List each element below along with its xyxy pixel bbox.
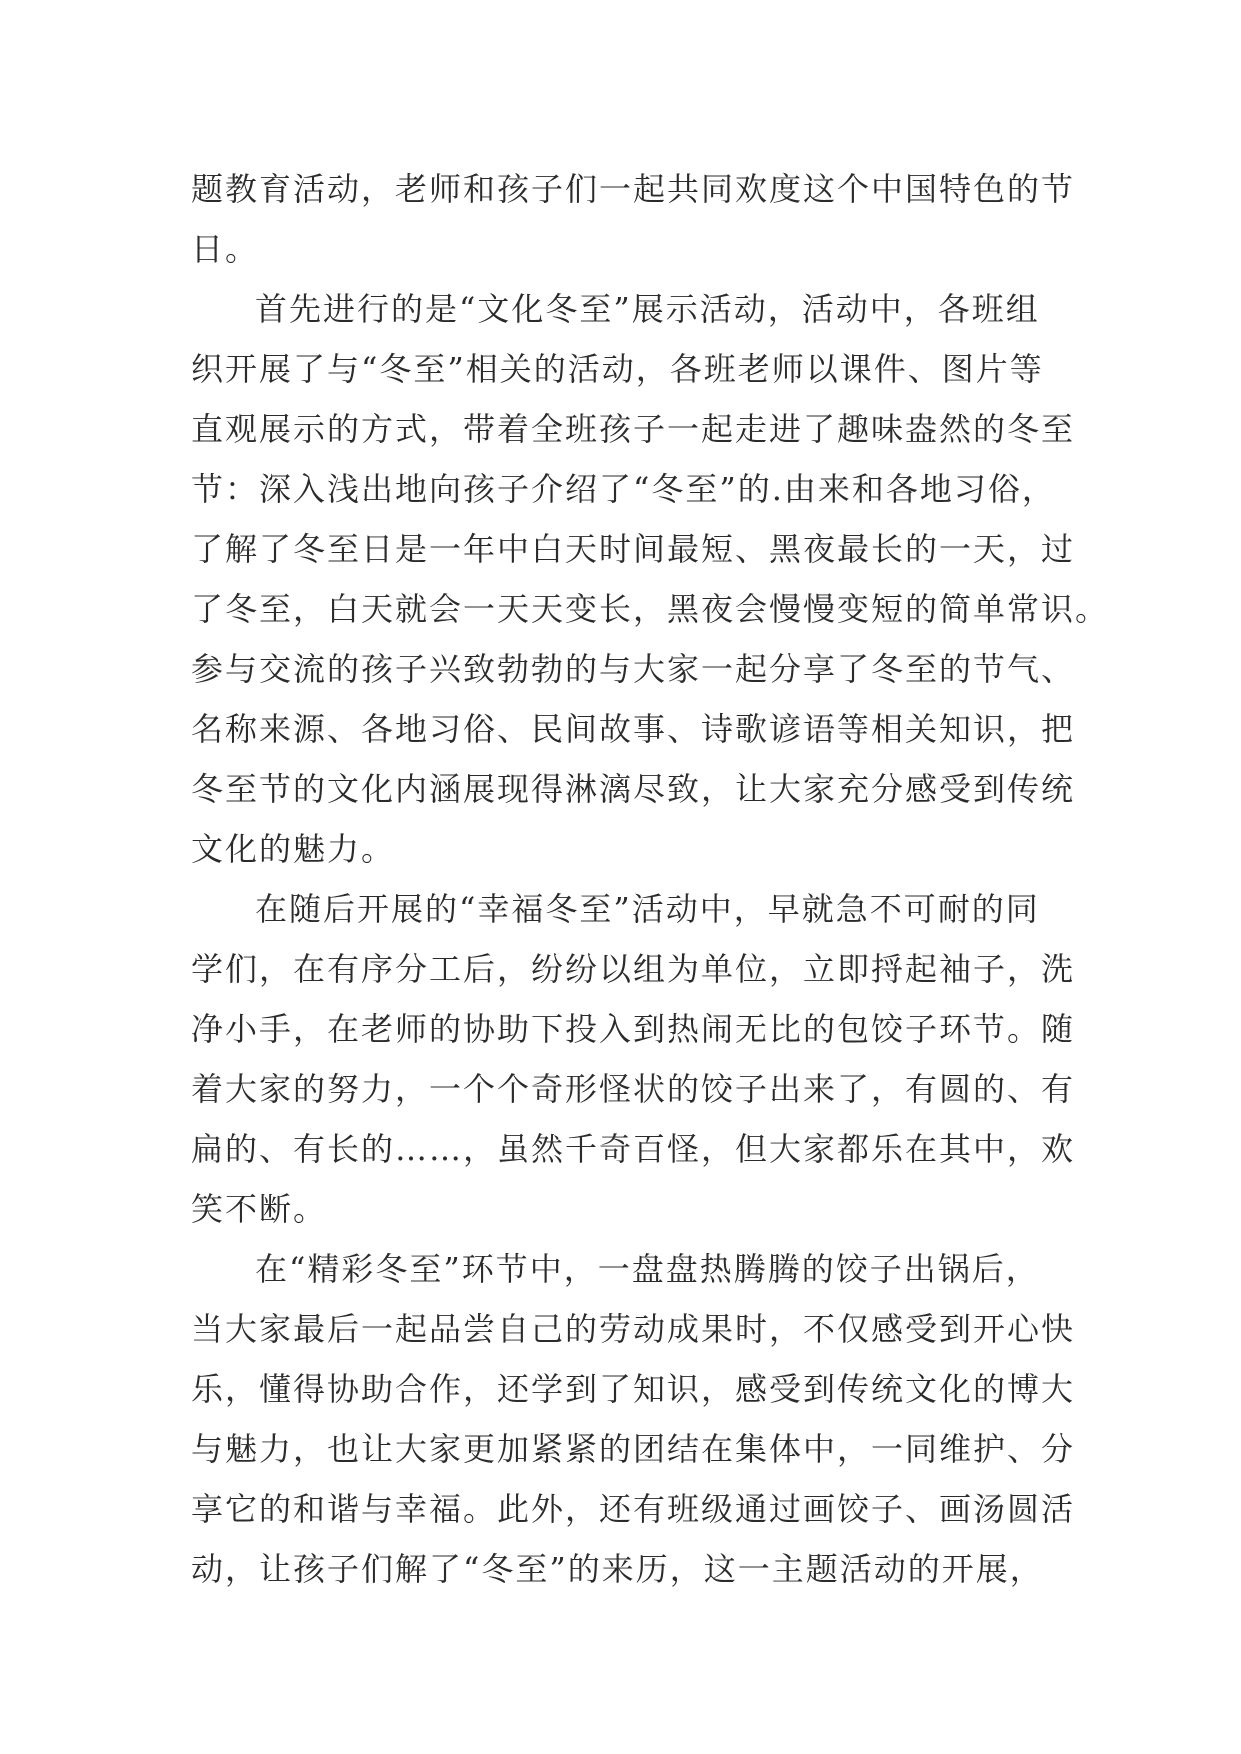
text-line: 名称来源、各地习俗、民间故事、诗歌谚语等相关知识，把 [191,710,1076,748]
text-line: 织开展了与“冬至”相关的活动，各班老师以课件、图片等 [191,350,1044,388]
text-line: 直观展示的方式，带着全班孩子一起走进了趣味盎然的冬至 [191,410,1076,448]
paragraph-1 [191,159,1076,279]
paragraph-2 [191,279,1110,879]
paragraph-3 [191,879,1076,1239]
text-line: 文化的魅力。 [191,830,396,868]
text-line: 当大家最后一起品尝自己的劳动成果时，不仅感受到开心快 [191,1310,1076,1348]
text-line: 动，让孩子们解了“冬至”的来历，这一主题活动的开展， [191,1550,1044,1588]
paragraph-4 [191,1239,1076,1599]
text-line: 扁的、有长的……，虽然千奇百怪，但大家都乐在其中，欢 [191,1130,1076,1168]
text-line: 在随后开展的“幸福冬至”活动中，早就急不可耐的同 [255,890,1040,928]
text-line: 与魅力，也让大家更加紧紧的团结在集体中，一同维护、分 [191,1430,1076,1468]
text-line: 冬至节的文化内涵展现得淋漓尽致，让大家充分感受到传统 [191,770,1076,808]
document-body [191,159,1110,1599]
text-line: 净小手，在老师的协助下投入到热闹无比的包饺子环节。随 [191,1010,1076,1048]
text-line: 学们，在有序分工后，纷纷以组为单位，立即捋起袖子，洗 [191,950,1076,988]
text-line: 着大家的努力，一个个奇形怪状的饺子出来了，有圆的、有 [191,1070,1076,1108]
text-line: 乐，懂得协助合作，还学到了知识，感受到传统文化的博大 [191,1370,1076,1408]
text-line: 节：深入浅出地向孩子介绍了“冬至”的.由来和各地习俗， [191,470,1056,508]
text-line: 日。 [191,230,260,268]
text-line: 了冬至，白天就会一天天变长，黑夜会慢慢变短的简单常识。 [191,590,1110,628]
text-line: 享它的和谐与幸福。此外，还有班级通过画饺子、画汤圆活 [191,1490,1076,1528]
text-line: 了解了冬至日是一年中白天时间最短、黑夜最长的一天，过 [191,530,1076,568]
text-line: 首先进行的是“文化冬至”展示活动，活动中，各班组 [255,290,1040,328]
text-line: 在“精彩冬至”环节中，一盘盘热腾腾的饺子出锅后， [255,1250,1040,1288]
text-line: 笑不断。 [191,1190,328,1228]
text-line: 参与交流的孩子兴致勃勃的与大家一起分享了冬至的节气、 [191,650,1076,688]
text-line: 题教育活动，老师和孩子们一起共同欢度这个中国特色的节 [191,170,1076,208]
